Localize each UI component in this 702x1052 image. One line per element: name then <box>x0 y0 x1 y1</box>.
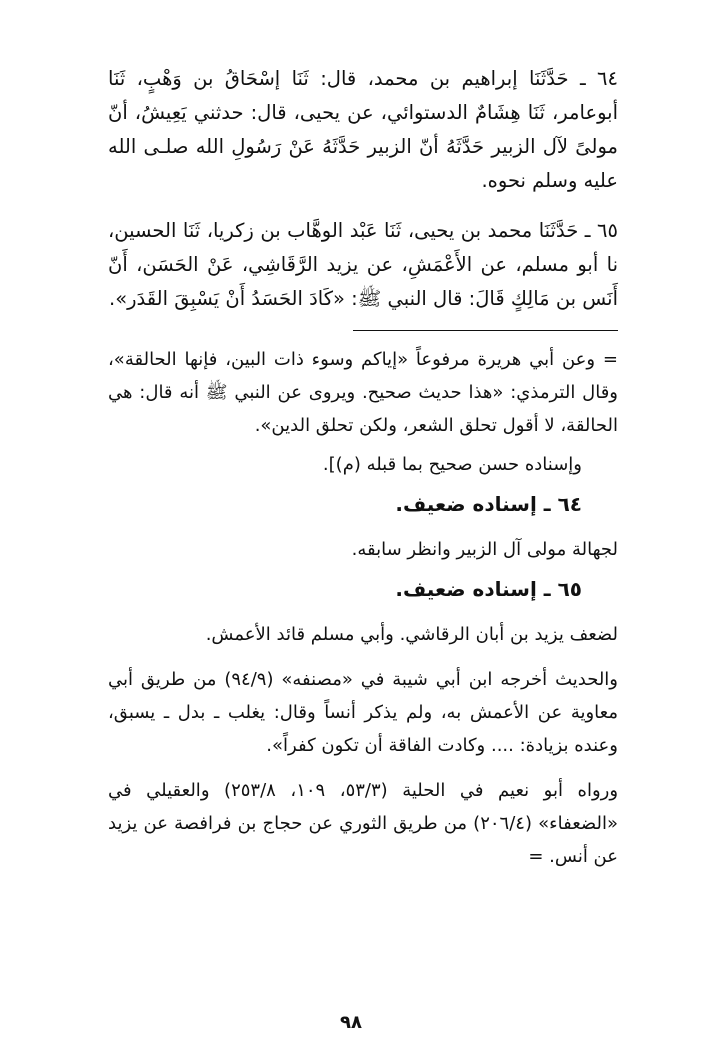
footnote-65-text: لضعف يزيد بن أبان الرقاشي. وأبي مسلم قائد الأعمش. <box>205 624 618 645</box>
footnote-divider <box>353 330 618 331</box>
footnote-heading-65: ٦٥ ـ إسناده ضعيف. <box>395 577 582 601</box>
footnote-65-takhrij: والحديث أخرجه ابن أبي شيبة في «مصنفه» (٩٤/٩) من طريق أبي معاوية عن الأعمش به، ولم يذكر أنساً وقال: يغلب ـ بدل ـ يسبق، وعنده بزيادة: .... وكادت الفاقة أن تكون كفراً». <box>108 669 619 756</box>
footnote-65-further: ورواه أبو نعيم في الحلية (٥٣/٣، ١٠٩، ٢٥٣/٨) والعقيلي في «الضعفاء» (٢٠٦/٤) من طريق الثوري عن حجاج بن فرافصة عن يزيد عن أنس. = <box>108 780 619 867</box>
page-number: ٩٨ <box>340 1012 362 1033</box>
book-page <box>108 62 618 1042</box>
hadith-65-text: ٦٥ ـ حَدَّثَنَا محمد بن يحيى، ثَنَا عَبْد الوهَّاب بن زكريا، ثَنَا الحسين، نا أبو مسلم، عن الأَعْمَشِ، عن يزيد الرَّقَاشِي، عَنْ الحَسَن، أَنّ أَنَس بن مَالِكٍ قَالَ: قال النبي ﷺ: «كَادَ الحَسَدُ أَنْ يَسْبِقَ القَدَر». <box>108 219 618 310</box>
footnote-heading-64: ٦٤ ـ إسناده ضعيف. <box>395 492 582 516</box>
footnote-isnad-note: وإسناده حسن صحيح بما قبله (م)]. <box>322 454 582 475</box>
footnote-continuation: = وعن أبي هريرة مرفوعاً «إياكم وسوء ذات البين، فإنها الحالقة»، وقال الترمذي: «هذا حديث صحيح. ويروى عن النبي ﷺ أنه قال: هي الحالقة، لا أقول تحلق الشعر، ولكن تحلق الدين». <box>108 349 618 436</box>
footnotes <box>108 343 618 873</box>
footnote-64-text: لجهالة مولى آل الزبير وانظر سابقه. <box>351 539 618 560</box>
hadith-64-text: ٦٤ ـ حَدَّثَنَا إبراهيم بن محمد، قال: ثَنَا إسْحَاقُ بن وَهْبٍ، ثَنَا أبوعامر، ثَنَا هِشَامٌ الدستوائي، عن يحيى، قال: حدثني يَعِيشُ، أنّ مولىً لآل الزبير حَدَّثَهُ أنّ الزبير حَدَّثَهُ عَنْ رَسُولِ الله صلـى الله عليه وسلم نحوه. <box>108 67 618 192</box>
